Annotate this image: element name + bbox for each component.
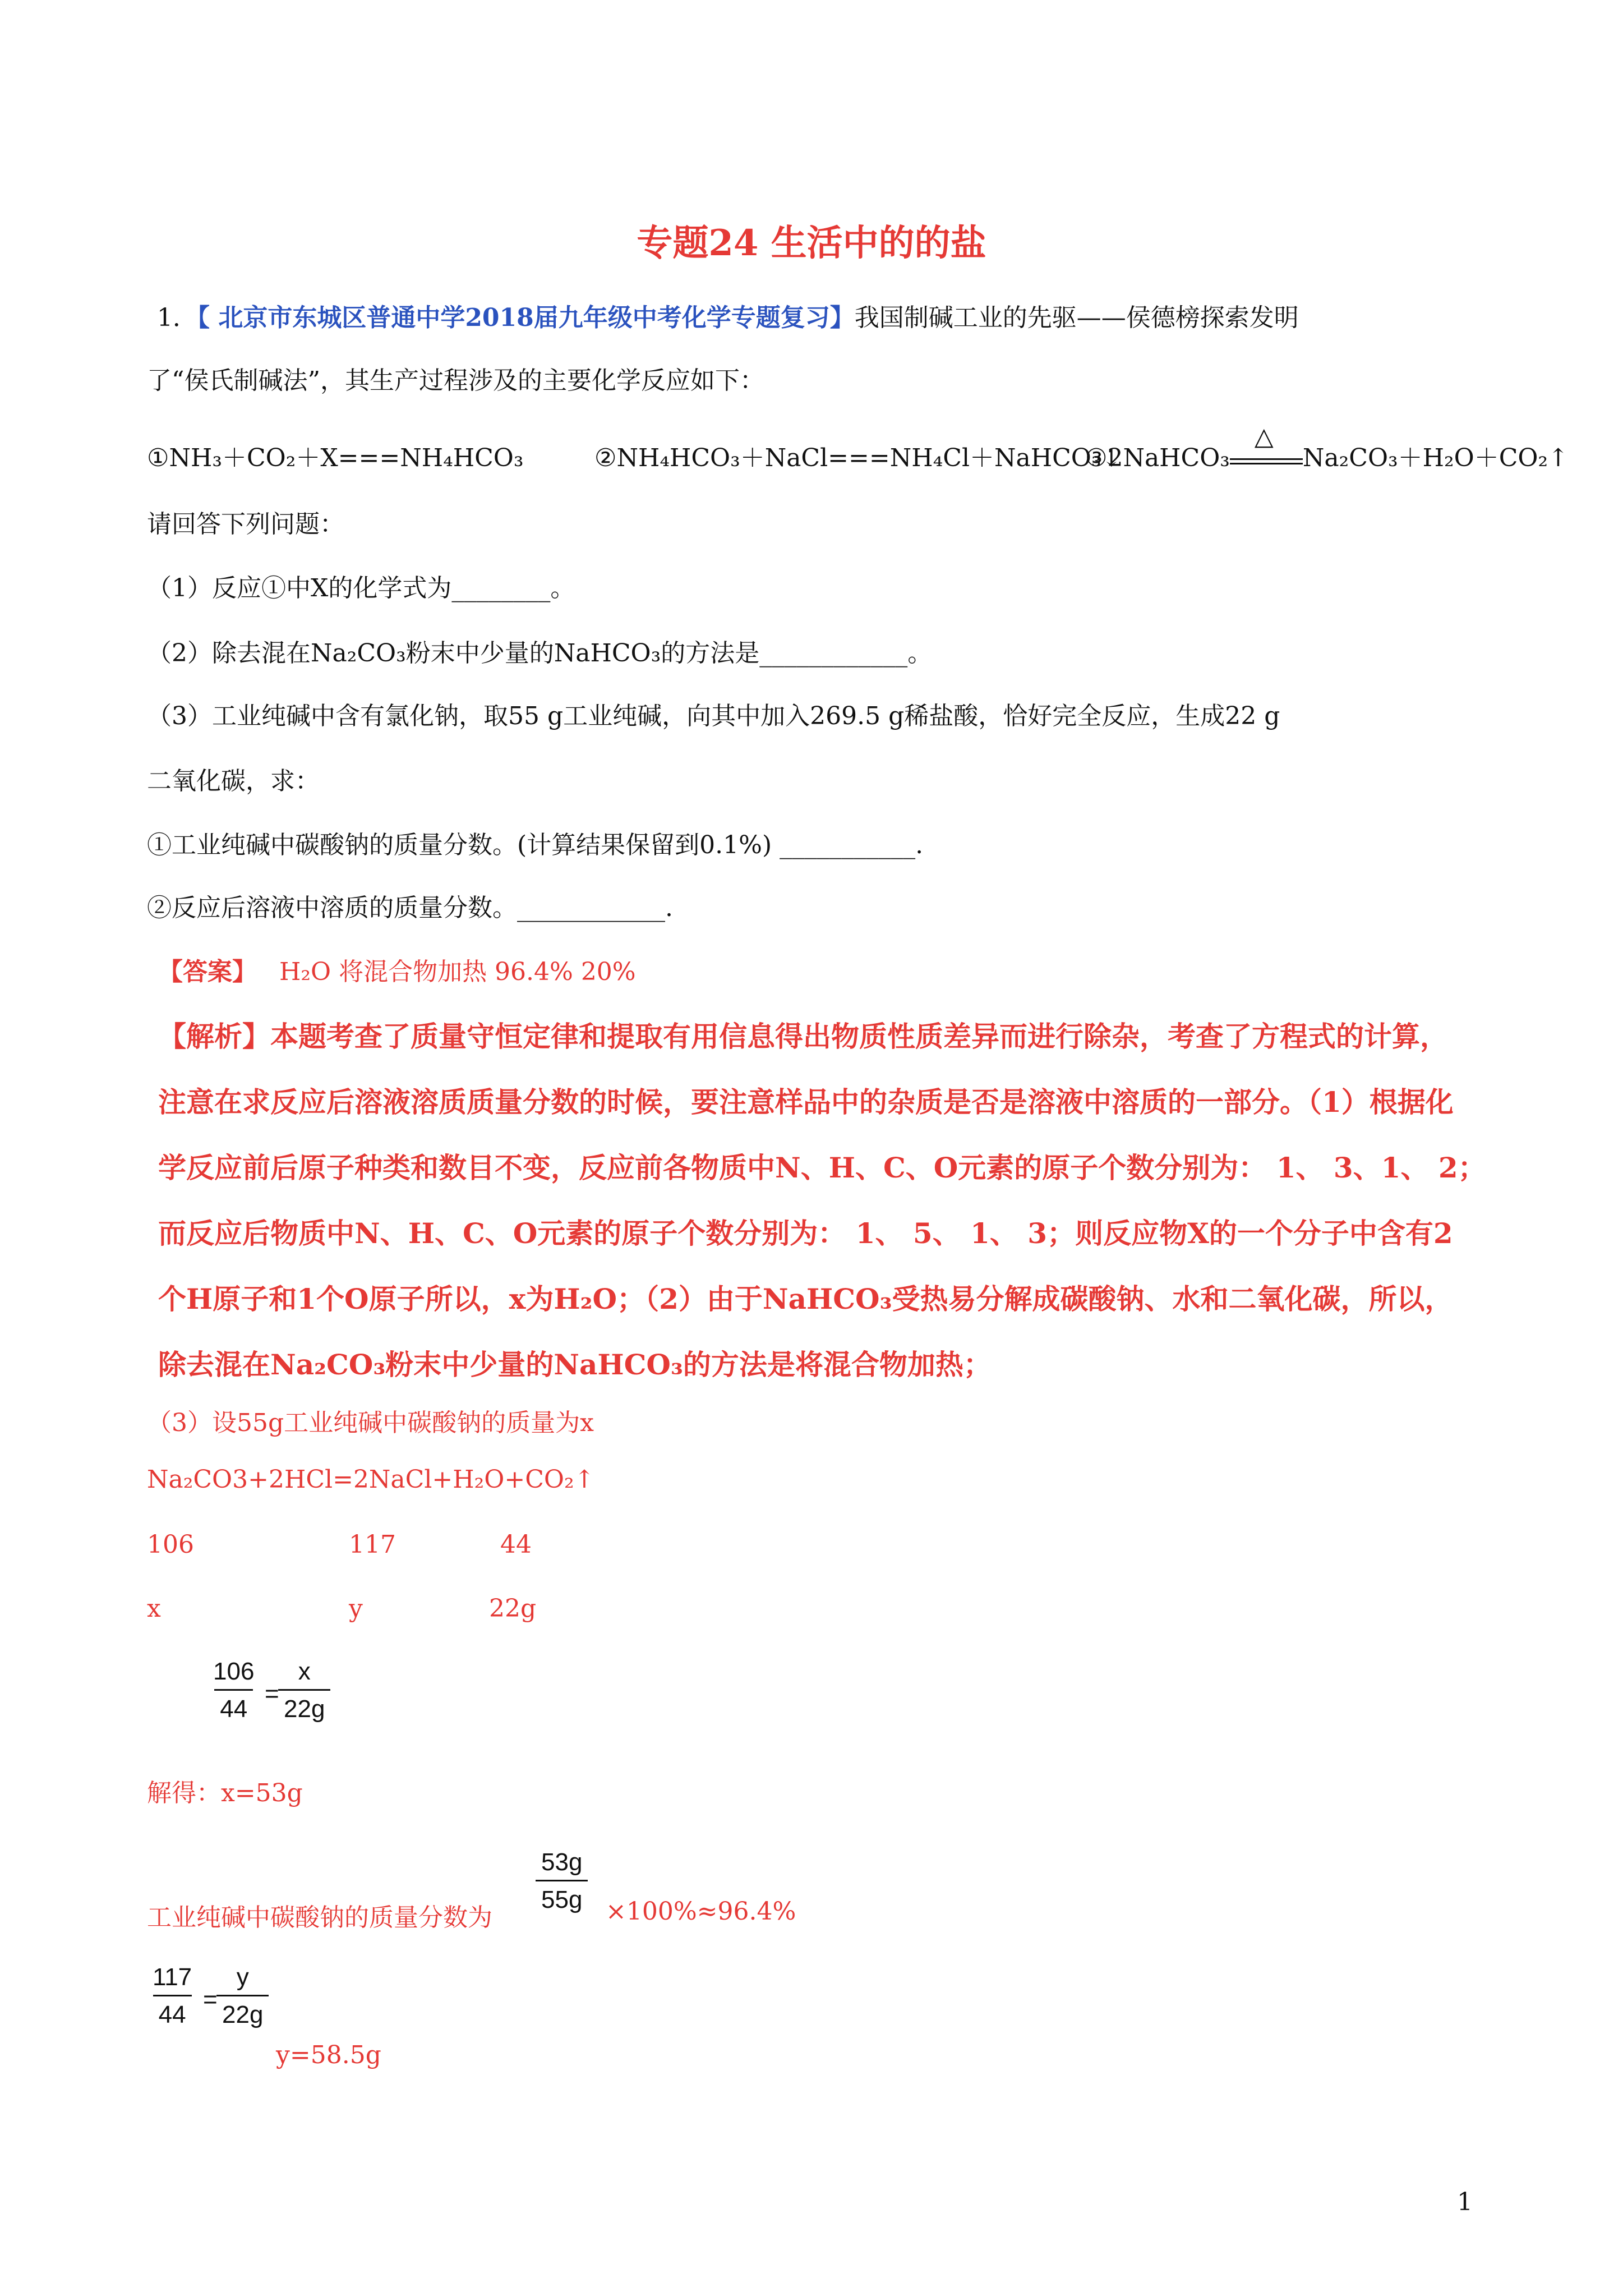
fraction-117-44 bbox=[147, 1963, 197, 2029]
equals-sign: = bbox=[265, 1680, 279, 1708]
sub-question-3-line-1: （3）工业纯碱中含有氯化钠，取55 g工业纯碱，向其中加入269.5 g稀盐酸，恰好完全反应，生成22 g bbox=[147, 702, 1280, 730]
answer-values: H₂O 将混合物加热 96.4% 20% bbox=[279, 958, 636, 986]
page-title: 专题24 生活中的的盐 bbox=[637, 222, 986, 264]
page-number: 1 bbox=[1457, 2188, 1473, 2216]
percent-text: 工业纯碱中碳酸钠的质量分数为 bbox=[147, 1903, 492, 1932]
fraction-53g-55g bbox=[536, 1848, 588, 1914]
question-intro-2: 了“侯氏制碱法”，其生产过程涉及的主要化学反应如下： bbox=[147, 366, 764, 395]
analysis-line-6: 除去混在Na₂CO₃粉末中少量的NaHCO₃的方法是将混合物加热； bbox=[158, 1348, 992, 1381]
sub-question-1: （1）反应①中X的化学式为________。 bbox=[147, 574, 575, 602]
reaction-1: ①NH₃＋CO₂＋X===NH₄HCO₃ bbox=[147, 444, 524, 472]
fraction-denominator: 22g bbox=[216, 1995, 269, 2029]
sub-question-3b: ②反应后溶液中溶质的质量分数。____________. bbox=[147, 894, 673, 922]
mass-44: 44 bbox=[500, 1530, 532, 1559]
mass-106: 106 bbox=[147, 1530, 194, 1559]
analysis-line-3: 学反应前后原子种类和数目不变，反应前各物质中N、H、C、O元素的原子个数分别为： 1、 3、1、 2； bbox=[158, 1151, 1486, 1184]
reaction-equation: Na₂CO3+2HCl=2NaCl+H₂O+CO₂↑ bbox=[147, 1465, 595, 1494]
fraction-numerator: x bbox=[298, 1658, 311, 1685]
fraction-denominator: 55g bbox=[536, 1880, 588, 1914]
fraction-numerator: y bbox=[236, 1963, 249, 1991]
fraction-denominator: 44 bbox=[214, 1689, 253, 1723]
step-3-intro: （3）设55g工业纯碱中碳酸钠的质量为x bbox=[147, 1409, 594, 1437]
prompt: 请回答下列问题： bbox=[147, 510, 344, 539]
analysis-line-5: 个H原子和1个O原子所以，x为H₂O；（2）由于NaHCO₃受热易分解成碳酸钠、水和二氧化碳，所以， bbox=[158, 1282, 1453, 1315]
percent-tail: ×100%≈96.4% bbox=[606, 1897, 796, 1926]
reaction-3 bbox=[1085, 422, 1569, 473]
question-intro-1: 我国制碱工业的先驱——侯德榜探索发明 bbox=[854, 303, 1299, 332]
fraction-106-44 bbox=[208, 1658, 260, 1723]
solve-x: 解得：x=53g bbox=[147, 1779, 303, 1807]
fraction-x-22g bbox=[278, 1658, 330, 1723]
fraction-numerator: 53g bbox=[541, 1848, 583, 1876]
reaction-2: ②NH₄HCO₃＋NaCl===NH₄Cl＋NaHCO₃↓ bbox=[594, 444, 1122, 472]
sub-question-2: （2）除去混在Na₂CO₃粉末中少量的NaHCO₃的方法是____________。 bbox=[147, 639, 933, 668]
var-y: y bbox=[349, 1594, 363, 1623]
fraction-denominator: 44 bbox=[153, 1995, 192, 2029]
mass-117: 117 bbox=[349, 1530, 396, 1559]
heat-arrow bbox=[1230, 422, 1303, 466]
fraction-y-22g bbox=[216, 1963, 269, 2029]
var-x: x bbox=[147, 1594, 161, 1623]
question-number: 1． bbox=[157, 303, 197, 332]
var-22g: 22g bbox=[489, 1594, 537, 1623]
y-result: y=58.5g bbox=[276, 2041, 381, 2069]
equals-sign: = bbox=[203, 1986, 218, 2013]
fraction-numerator: 117 bbox=[153, 1963, 192, 1991]
reaction-3-right: Na₂CO₃＋H₂O＋CO₂↑ bbox=[1302, 444, 1569, 472]
fraction-denominator: 22g bbox=[278, 1689, 330, 1723]
answer-line bbox=[158, 951, 636, 987]
reaction-3-left: ③2NaHCO₃ bbox=[1085, 444, 1230, 472]
analysis-line-1: 【解析】本题考查了质量守恒定律和提取有用信息得出物质性质差异而进行除杂，考查了方程式的计算， bbox=[158, 1020, 1448, 1053]
sub-question-3-line-2: 二氧化碳，求： bbox=[147, 767, 320, 795]
fraction-numerator: 106 bbox=[213, 1658, 255, 1685]
question-source: 【 北京市东城区普通中学2018届九年级中考化学专题复习】 bbox=[197, 303, 855, 332]
analysis-line-2: 注意在求反应后溶液溶质质量分数的时候，要注意样品中的杂质是否是溶液中溶质的一部分。（1）根据化 bbox=[158, 1085, 1454, 1119]
analysis-line-4: 而反应后物质中N、H、C、O元素的原子个数分别为： 1、 5、 1、 3；则反应物X的一个分子中含有2 bbox=[158, 1217, 1453, 1250]
answer-label: 【答案】 bbox=[158, 958, 257, 986]
delta-icon: △ bbox=[1254, 422, 1274, 451]
question-line-1 bbox=[157, 297, 1299, 333]
sub-question-3a: ①工业纯碱中碳酸钠的质量分数。(计算结果保留到0.1%) ___________. bbox=[147, 831, 924, 859]
